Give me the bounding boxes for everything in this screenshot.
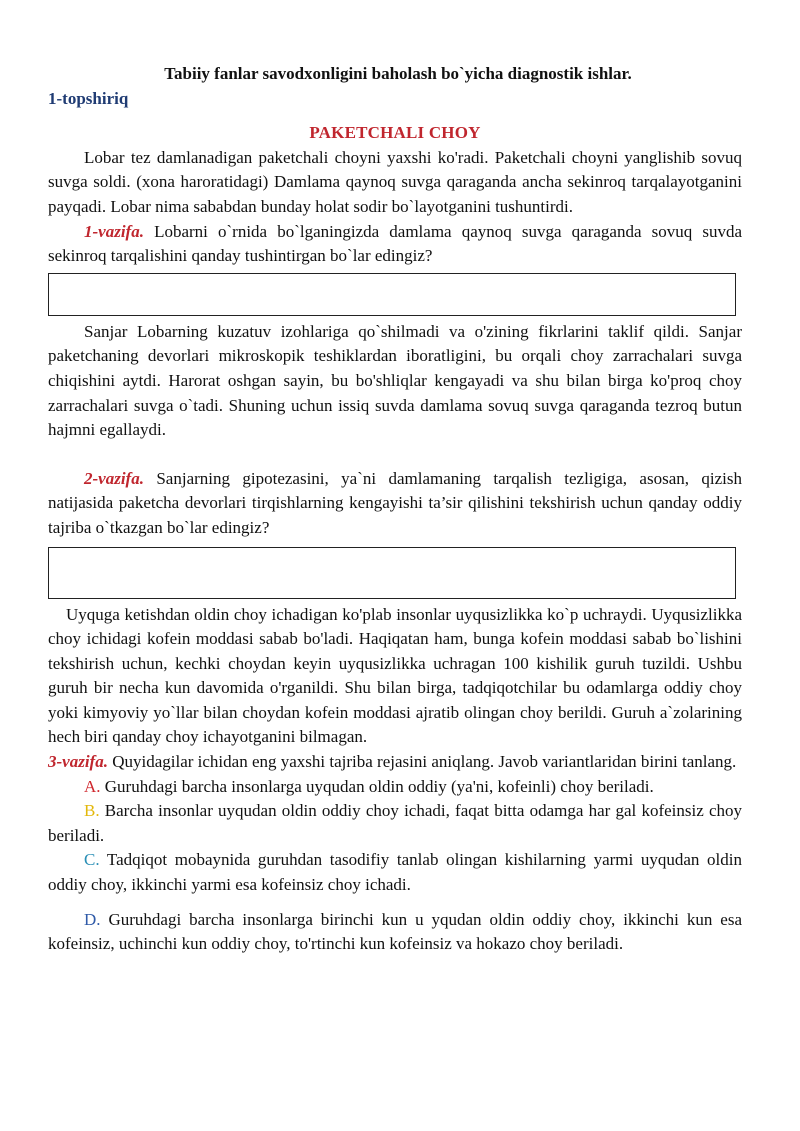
- option-a-text: Guruhdagi barcha insonlarga uyqudan oldin oddiy (ya'ni, kofeinli) choy beriladi.: [100, 776, 654, 796]
- task-number: 1-topshiriq: [48, 88, 129, 108]
- task-1-paragraph: [48, 220, 742, 269]
- option-b-text: Barcha insonlar uyqudan oldin oddiy choy ichadi, faqat bitta odamga har gal kofeinsiz choy beriladi.: [48, 801, 742, 845]
- option-b[interactable]: [48, 799, 742, 848]
- task-2-text: Sanjarning gipotezasini, ya`ni damlamaning tarqalish tezligiga, asosan, qizish natijasida paketcha devorlari tirqishlarning kengayishi ta’sir qilishini tekshirish uchun qanday oddiy tajriba o`tkazgan bo`lar edingiz?: [48, 468, 742, 537]
- document-title: Tabiiy fanlar savodxonligini baholash bo`yicha diagnostik ishlar.: [164, 64, 632, 83]
- option-d-letter: D.: [84, 909, 101, 929]
- task-1-label: 1-vazifa.: [84, 221, 144, 241]
- task-1-text: Lobarni o`rnida bo`lganingizda damlama qaynoq suvga qaraganda sovuq suvda sekinroq tarqalishini qanday tushintirgan bo`lar edingiz?: [48, 221, 742, 266]
- task-3-paragraph: [48, 750, 742, 775]
- task-3-label: 3-vazifa.: [48, 752, 108, 772]
- option-c-letter: C.: [84, 850, 100, 870]
- sanjar-paragraph: Sanjar Lobarning kuzatuv izohlariga qo`shilmadi va o'zining fikrlarini taklif qildi. Sanjar paketchaning devorlari mikroskopik teshiklardan iboratligini, bu orqali choy zarrachalari suvga chiqishini aytdi. Harorat oshgan sayin, bu bo'shliqlar kengayadi va shu bilan birga ko'proq choy zarrachalari suvga o`tadi. Shuning uchun issiq suvda damlama sovuq suvga qaraganda tezroq butun hajmni egallaydi.: [48, 321, 742, 440]
- option-d-text: Guruhdagi barcha insonlarga birinchi kun u yqudan oldin oddiy choy, ikkinchi kun esa kofeinsiz, uchinchi kun oddiy choy, to'rtinchi kun kofeinsiz va hokazo choy beriladi.: [48, 909, 742, 954]
- task-2-answer-box[interactable]: [48, 547, 736, 599]
- task-2-paragraph: [48, 467, 742, 541]
- option-c[interactable]: [48, 848, 742, 897]
- task-1-answer-box[interactable]: [48, 273, 736, 316]
- option-c-text: Tadqiqot mobaynida guruhdan tasodifiy tanlab olingan kishilarning yarmi uyqudan oldin oddiy choy, ikkinchi yarmi esa kofeinsiz choy ichadi.: [48, 850, 742, 895]
- section-heading: PAKETCHALI CHOY: [309, 123, 481, 143]
- option-d[interactable]: [48, 908, 742, 957]
- option-gap: [48, 898, 742, 908]
- task-2-label: 2-vazifa.: [84, 468, 144, 488]
- spacer: [48, 443, 742, 467]
- option-a[interactable]: [48, 775, 742, 800]
- option-a-letter: A.: [84, 776, 101, 796]
- task-3-text: Quyidagilar ichidan eng yaxshi tajriba rejasini aniqlang. Javob variantlaridan birini tanlang.: [107, 752, 737, 772]
- uyqu-paragraph: Uyquga ketishdan oldin choy ichadigan ko'plab insonlar uyqusizlikka ko`p uchraydi. Uyqusizlikka choy ichidagi kofein moddasi sabab bo'ladi. Haqiqatan ham, bunga kofein moddasi sabab bo`lishini tekshirish uchun, kechki choydan keyin uyqusizlikka uchragan 100 kishilik guruh tuzildi. Ushbu guruh bir necha kun davomida o'rganildi. Shu bilan birga, tadqiqotchilar bu odamlarga oddiy choy yoki kimyoviy yo`llar bilan choydan kofein moddasi ajratib olingan choy berildi. Guruh a`zolarining hech biri qanday choy ichayotganini bilmagan.: [48, 604, 742, 747]
- intro-paragraph: Lobar tez damlanadigan paketchali choyni yaxshi ko'radi. Paketchali choyni yanglishib sovuq suvga soldi. (xona haroratidagi) Damlama qaynoq suvga qaraganda ancha sekinroq tarqalayotganini payqadi. Lobar nima sababdan bunday holat sodir bo`layotganini tushuntirdi.: [48, 147, 742, 216]
- option-b-letter: B.: [84, 801, 100, 821]
